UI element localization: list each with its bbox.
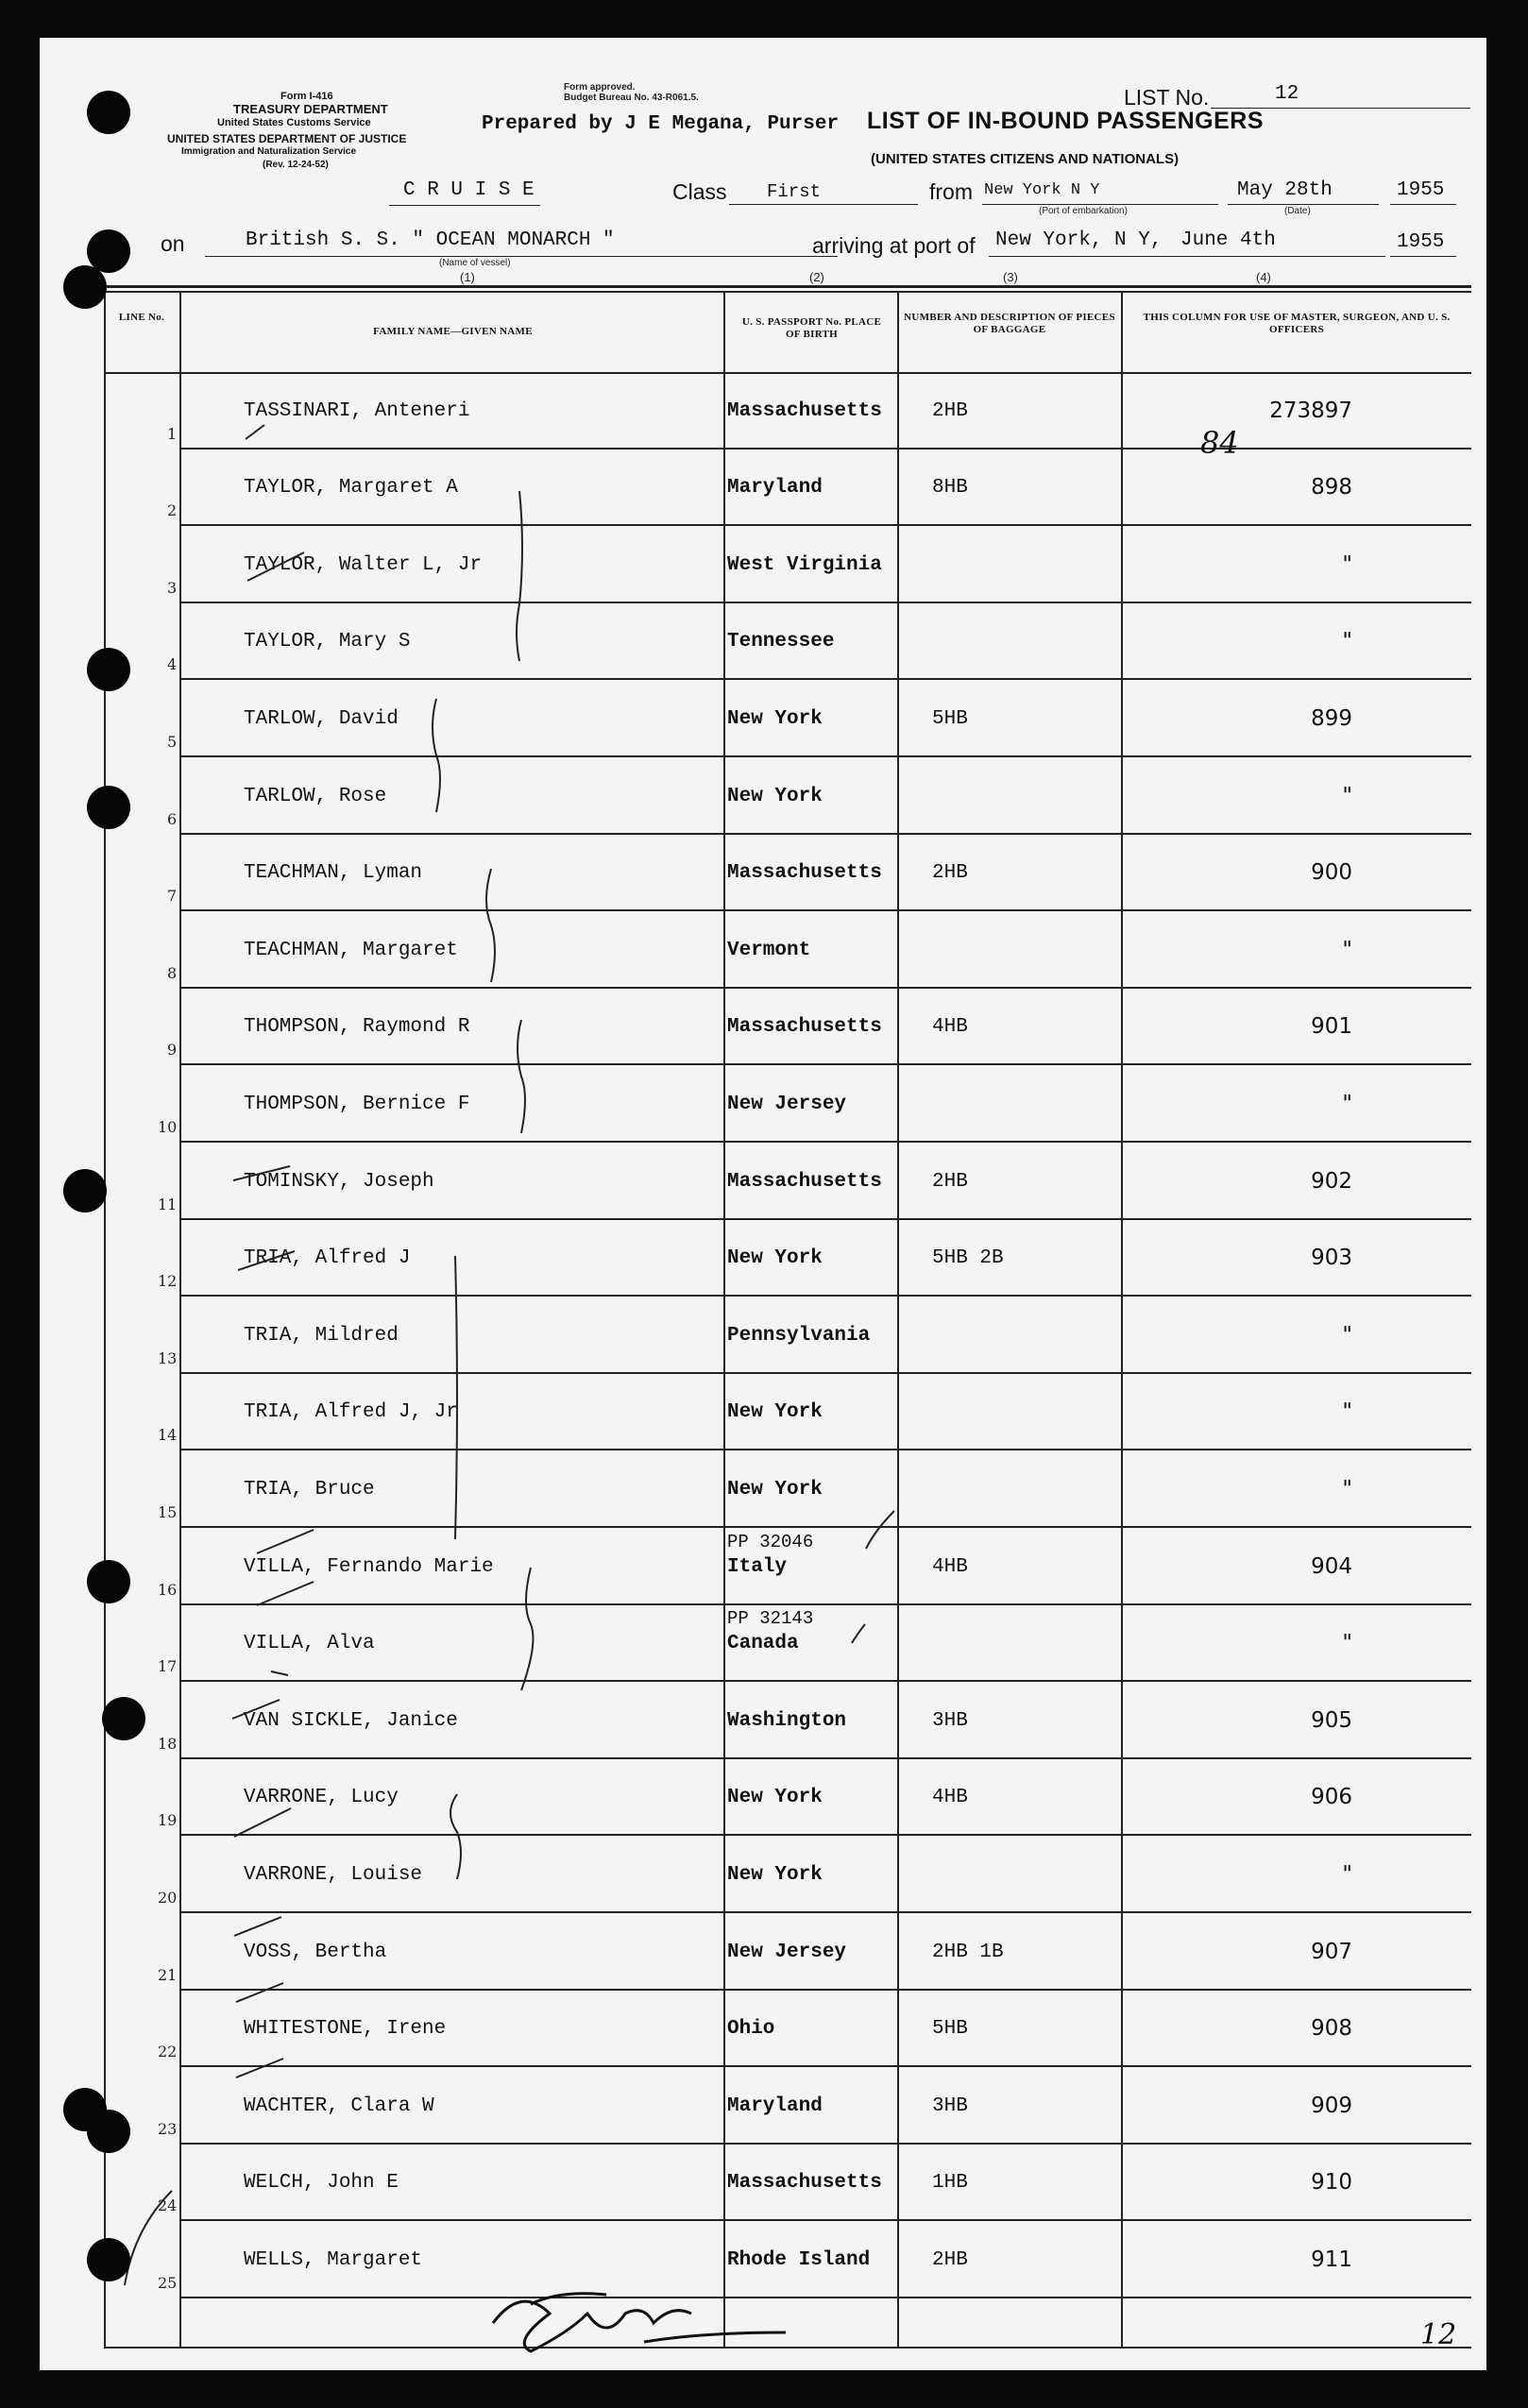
place-of-birth: Pennsylvania (727, 1324, 871, 1347)
place-of-birth: New Jersey (727, 1941, 847, 1963)
arrival-port: New York, N Y, (995, 229, 1163, 251)
line-number: 7 (167, 887, 178, 906)
passenger-name: TARLOW, David (244, 707, 399, 730)
vessel-caption: (Name of vessel) (439, 258, 511, 268)
baggage-count: 8HB (932, 477, 968, 500)
line-number: 15 (158, 1502, 178, 1521)
customs-label: United States Customs Service (217, 117, 371, 128)
line-number: 12 (158, 1272, 178, 1291)
line-number: 19 (158, 1811, 178, 1830)
passenger-name: VARRONE, Louise (244, 1863, 423, 1886)
line-number: 24 (158, 2196, 178, 2215)
officer-number: 899 (1311, 705, 1352, 731)
justice-label: UNITED STATES DEPARTMENT OF JUSTICE (167, 132, 407, 145)
page-title: LIST OF IN-BOUND PASSENGERS (867, 108, 1265, 134)
officer-number: 902 (1311, 1168, 1352, 1194)
passenger-name: VILLA, Fernando Marie (244, 1555, 494, 1578)
footer-page-number: 12 (1420, 2318, 1457, 2351)
date-caption: (Date) (1284, 206, 1311, 216)
line-number: 1 (167, 424, 178, 443)
officer-number: " (1342, 629, 1352, 654)
punch-hole (87, 2110, 130, 2153)
line-number: 22 (158, 2043, 178, 2061)
baggage-count: 5HB 2B (932, 1247, 1004, 1270)
ins-label: Immigration and Naturalization Service (181, 146, 357, 157)
passenger-name: THOMPSON, Bernice F (244, 1093, 470, 1115)
place-of-birth: New York (727, 1401, 823, 1424)
passenger-name: TAYLOR, Margaret A (244, 477, 458, 500)
place-of-birth: New York (727, 707, 823, 730)
line-number: 3 (167, 578, 178, 597)
passenger-name: THOMPSON, Raymond R (244, 1016, 470, 1039)
passenger-name: TEACHMAN, Margaret (244, 939, 458, 961)
passenger-name: VARRONE, Lucy (244, 1787, 399, 1809)
line-number: 10 (158, 1117, 178, 1136)
officer-number: " (1342, 1399, 1352, 1425)
line-number: 21 (158, 1965, 178, 1984)
officer-number: 898 (1311, 475, 1352, 500)
col-header-officers: THIS COLUMN FOR USE OF MASTER, SURGEON, AND U. S. OFFICERS (1143, 312, 1451, 335)
list-no-value: 12 (1275, 83, 1299, 105)
passenger-name: TAYLOR, Mary S (244, 631, 411, 653)
passenger-name: VOSS, Bertha (244, 1941, 387, 1963)
officer-number: " (1342, 1861, 1352, 1887)
line-number: 2 (167, 501, 178, 520)
officer-number: 900 (1311, 860, 1352, 886)
approval-line-2: Budget Bureau No. 43-R061.5. (564, 93, 699, 103)
place-of-birth: New York (727, 785, 823, 807)
passenger-name: TRIA, Bruce (244, 1478, 375, 1501)
class-value: First (767, 181, 822, 202)
line-number: 25 (158, 2273, 178, 2292)
officer-number: " (1342, 1476, 1352, 1501)
officer-number: 910 (1311, 2170, 1352, 2196)
col-number-2: (2) (809, 270, 824, 284)
on-label: on (161, 231, 185, 256)
arrival-year: 1955 (1397, 231, 1445, 253)
rev-label: (Rev. 12-24-52) (263, 160, 329, 170)
officer-number: 905 (1311, 1707, 1352, 1733)
place-of-birth: Tennessee (727, 631, 835, 653)
passenger-name: TOMINSKY, Joseph (244, 1170, 434, 1193)
passenger-name: WELLS, Margaret (244, 2248, 423, 2271)
officer-number: " (1342, 1631, 1352, 1656)
baggage-count: 4HB (932, 1555, 968, 1578)
signature (493, 2294, 786, 2351)
passenger-name: WELCH, John E (244, 2172, 399, 2195)
arriving-label: arriving at port of (812, 233, 976, 258)
line-number: 17 (158, 1657, 178, 1676)
punch-hole (63, 265, 107, 309)
officer-number: 907 (1311, 1939, 1352, 1964)
passport-number: PP 32143 (727, 1608, 814, 1630)
cruise-label: C R U I S E (403, 179, 535, 201)
officer-number: 911 (1311, 2247, 1352, 2272)
col-header-line-no: LINE No. (118, 312, 165, 323)
line-number: 23 (158, 2119, 178, 2138)
port-caption: (Port of embarkation) (1039, 206, 1128, 216)
place-of-birth: New York (727, 1247, 823, 1270)
place-of-birth: New York (727, 1787, 823, 1809)
col-header-baggage: NUMBER AND DESCRIPTION OF PIECES OF BAGGAGE (904, 312, 1115, 335)
list-no-label: LIST No. (1124, 85, 1210, 110)
place-of-birth: Italy (727, 1555, 788, 1578)
officer-number: 908 (1311, 2016, 1352, 2042)
officer-number: 901 (1311, 1014, 1352, 1040)
col-header-name: FAMILY NAME—GIVEN NAME (373, 326, 533, 337)
officer-number: " (1342, 1322, 1352, 1348)
baggage-count: 4HB (932, 1787, 968, 1809)
punch-hole (102, 1697, 145, 1740)
place-of-birth: Ohio (727, 2018, 775, 2041)
from-label: from (929, 179, 973, 204)
passport-number: PP 32046 (727, 1531, 814, 1552)
baggage-count: 3HB (932, 2094, 968, 2117)
officer-number: 273897 (1269, 398, 1352, 423)
line-number: 11 (158, 1195, 178, 1213)
pencil-marks (40, 38, 1486, 2370)
baggage-count: 2HB (932, 1170, 968, 1193)
passenger-name: TARLOW, Rose (244, 785, 387, 807)
passenger-name: TRIA, Mildred (244, 1324, 399, 1347)
place-of-birth: Washington (727, 1709, 847, 1732)
approval-line-1: Form approved. (564, 82, 636, 93)
col-number-3: (3) (1003, 270, 1018, 284)
punch-hole (87, 786, 130, 829)
line-number: 8 (167, 963, 178, 982)
passenger-name: WHITESTONE, Irene (244, 2018, 447, 2041)
place-of-birth: West Virginia (727, 553, 882, 576)
passenger-name: TASSINARI, Anteneri (244, 399, 470, 422)
passenger-name: TRIA, Alfred J (244, 1247, 411, 1270)
line-number: 13 (158, 1348, 178, 1367)
prepared-by: Prepared by J E Megana, Purser (482, 113, 840, 135)
passenger-name: VILLA, Alva (244, 1633, 375, 1655)
departure-year: 1955 (1397, 179, 1445, 201)
baggage-count: 2HB (932, 399, 968, 422)
baggage-count: 3HB (932, 1709, 968, 1732)
passenger-name: WACHTER, Clara W (244, 2094, 434, 2117)
place-of-birth: Massachusetts (727, 862, 882, 885)
officer-number: " (1342, 1091, 1352, 1116)
baggage-count: 2HB (932, 2248, 968, 2271)
officer-number: 909 (1311, 2093, 1352, 2118)
officer-number: 903 (1311, 1246, 1352, 1271)
place-of-birth: Rhode Island (727, 2248, 871, 2271)
baggage-count: 4HB (932, 1016, 968, 1039)
baggage-count: 5HB (932, 707, 968, 730)
page-subtitle: (UNITED STATES CITIZENS AND NATIONALS) (871, 151, 1180, 167)
place-of-birth: Massachusetts (727, 2172, 882, 2195)
arrival-date: June 4th (1180, 229, 1276, 251)
officer-number: " (1342, 551, 1352, 577)
officer-number: " (1342, 783, 1352, 808)
passenger-name: TRIA, Alfred J, Jr (244, 1401, 458, 1424)
baggage-count: 5HB (932, 2018, 968, 2041)
punch-hole (87, 648, 130, 691)
place-of-birth: Maryland (727, 2094, 823, 2117)
punch-hole (63, 1169, 107, 1212)
from-value: New York N Y (984, 181, 1100, 199)
baggage-count: 1HB (932, 2172, 968, 2195)
passenger-name: TAYLOR, Walter L, Jr (244, 553, 483, 576)
place-of-birth: New York (727, 1478, 823, 1501)
vessel-name: British S. S. " OCEAN MONARCH " (246, 229, 615, 251)
handwritten-84: 84 (1200, 425, 1239, 461)
officer-number: " (1342, 937, 1352, 962)
line-number: 14 (158, 1426, 178, 1445)
place-of-birth: Maryland (727, 477, 823, 500)
line-number: 16 (158, 1580, 178, 1599)
line-number: 9 (167, 1041, 178, 1060)
departure-date: May 28th (1237, 179, 1333, 201)
baggage-count: 2HB (932, 862, 968, 885)
place-of-birth: Canada (727, 1633, 799, 1655)
line-number: 6 (167, 809, 178, 828)
class-label: Class (672, 179, 727, 204)
punch-hole (87, 91, 130, 134)
punch-hole (87, 1560, 130, 1603)
place-of-birth: New York (727, 1863, 823, 1886)
place-of-birth: Vermont (727, 939, 811, 961)
form-number: Form I-416 (280, 91, 333, 102)
line-number: 5 (167, 732, 178, 751)
treasury-label: TREASURY DEPARTMENT (233, 102, 388, 116)
col-number-1: (1) (460, 270, 475, 284)
officer-number: 906 (1311, 1785, 1352, 1810)
passenger-name: TEACHMAN, Lyman (244, 862, 423, 885)
col-number-4: (4) (1256, 270, 1271, 284)
place-of-birth: Massachusetts (727, 399, 882, 422)
place-of-birth: New Jersey (727, 1093, 847, 1115)
place-of-birth: Massachusetts (727, 1170, 882, 1193)
line-number: 4 (167, 655, 178, 674)
manifest-page (40, 38, 1486, 2370)
passenger-name: VAN SICKLE, Janice (244, 1709, 458, 1732)
col-header-passport: U. S. PASSPORT No. PLACE OF BIRTH (741, 316, 882, 340)
punch-hole (87, 2238, 130, 2281)
baggage-count: 2HB 1B (932, 1941, 1004, 1963)
line-number: 18 (158, 1734, 178, 1753)
officer-number: 904 (1311, 1553, 1352, 1579)
line-number: 20 (158, 1888, 178, 1907)
place-of-birth: Massachusetts (727, 1016, 882, 1039)
